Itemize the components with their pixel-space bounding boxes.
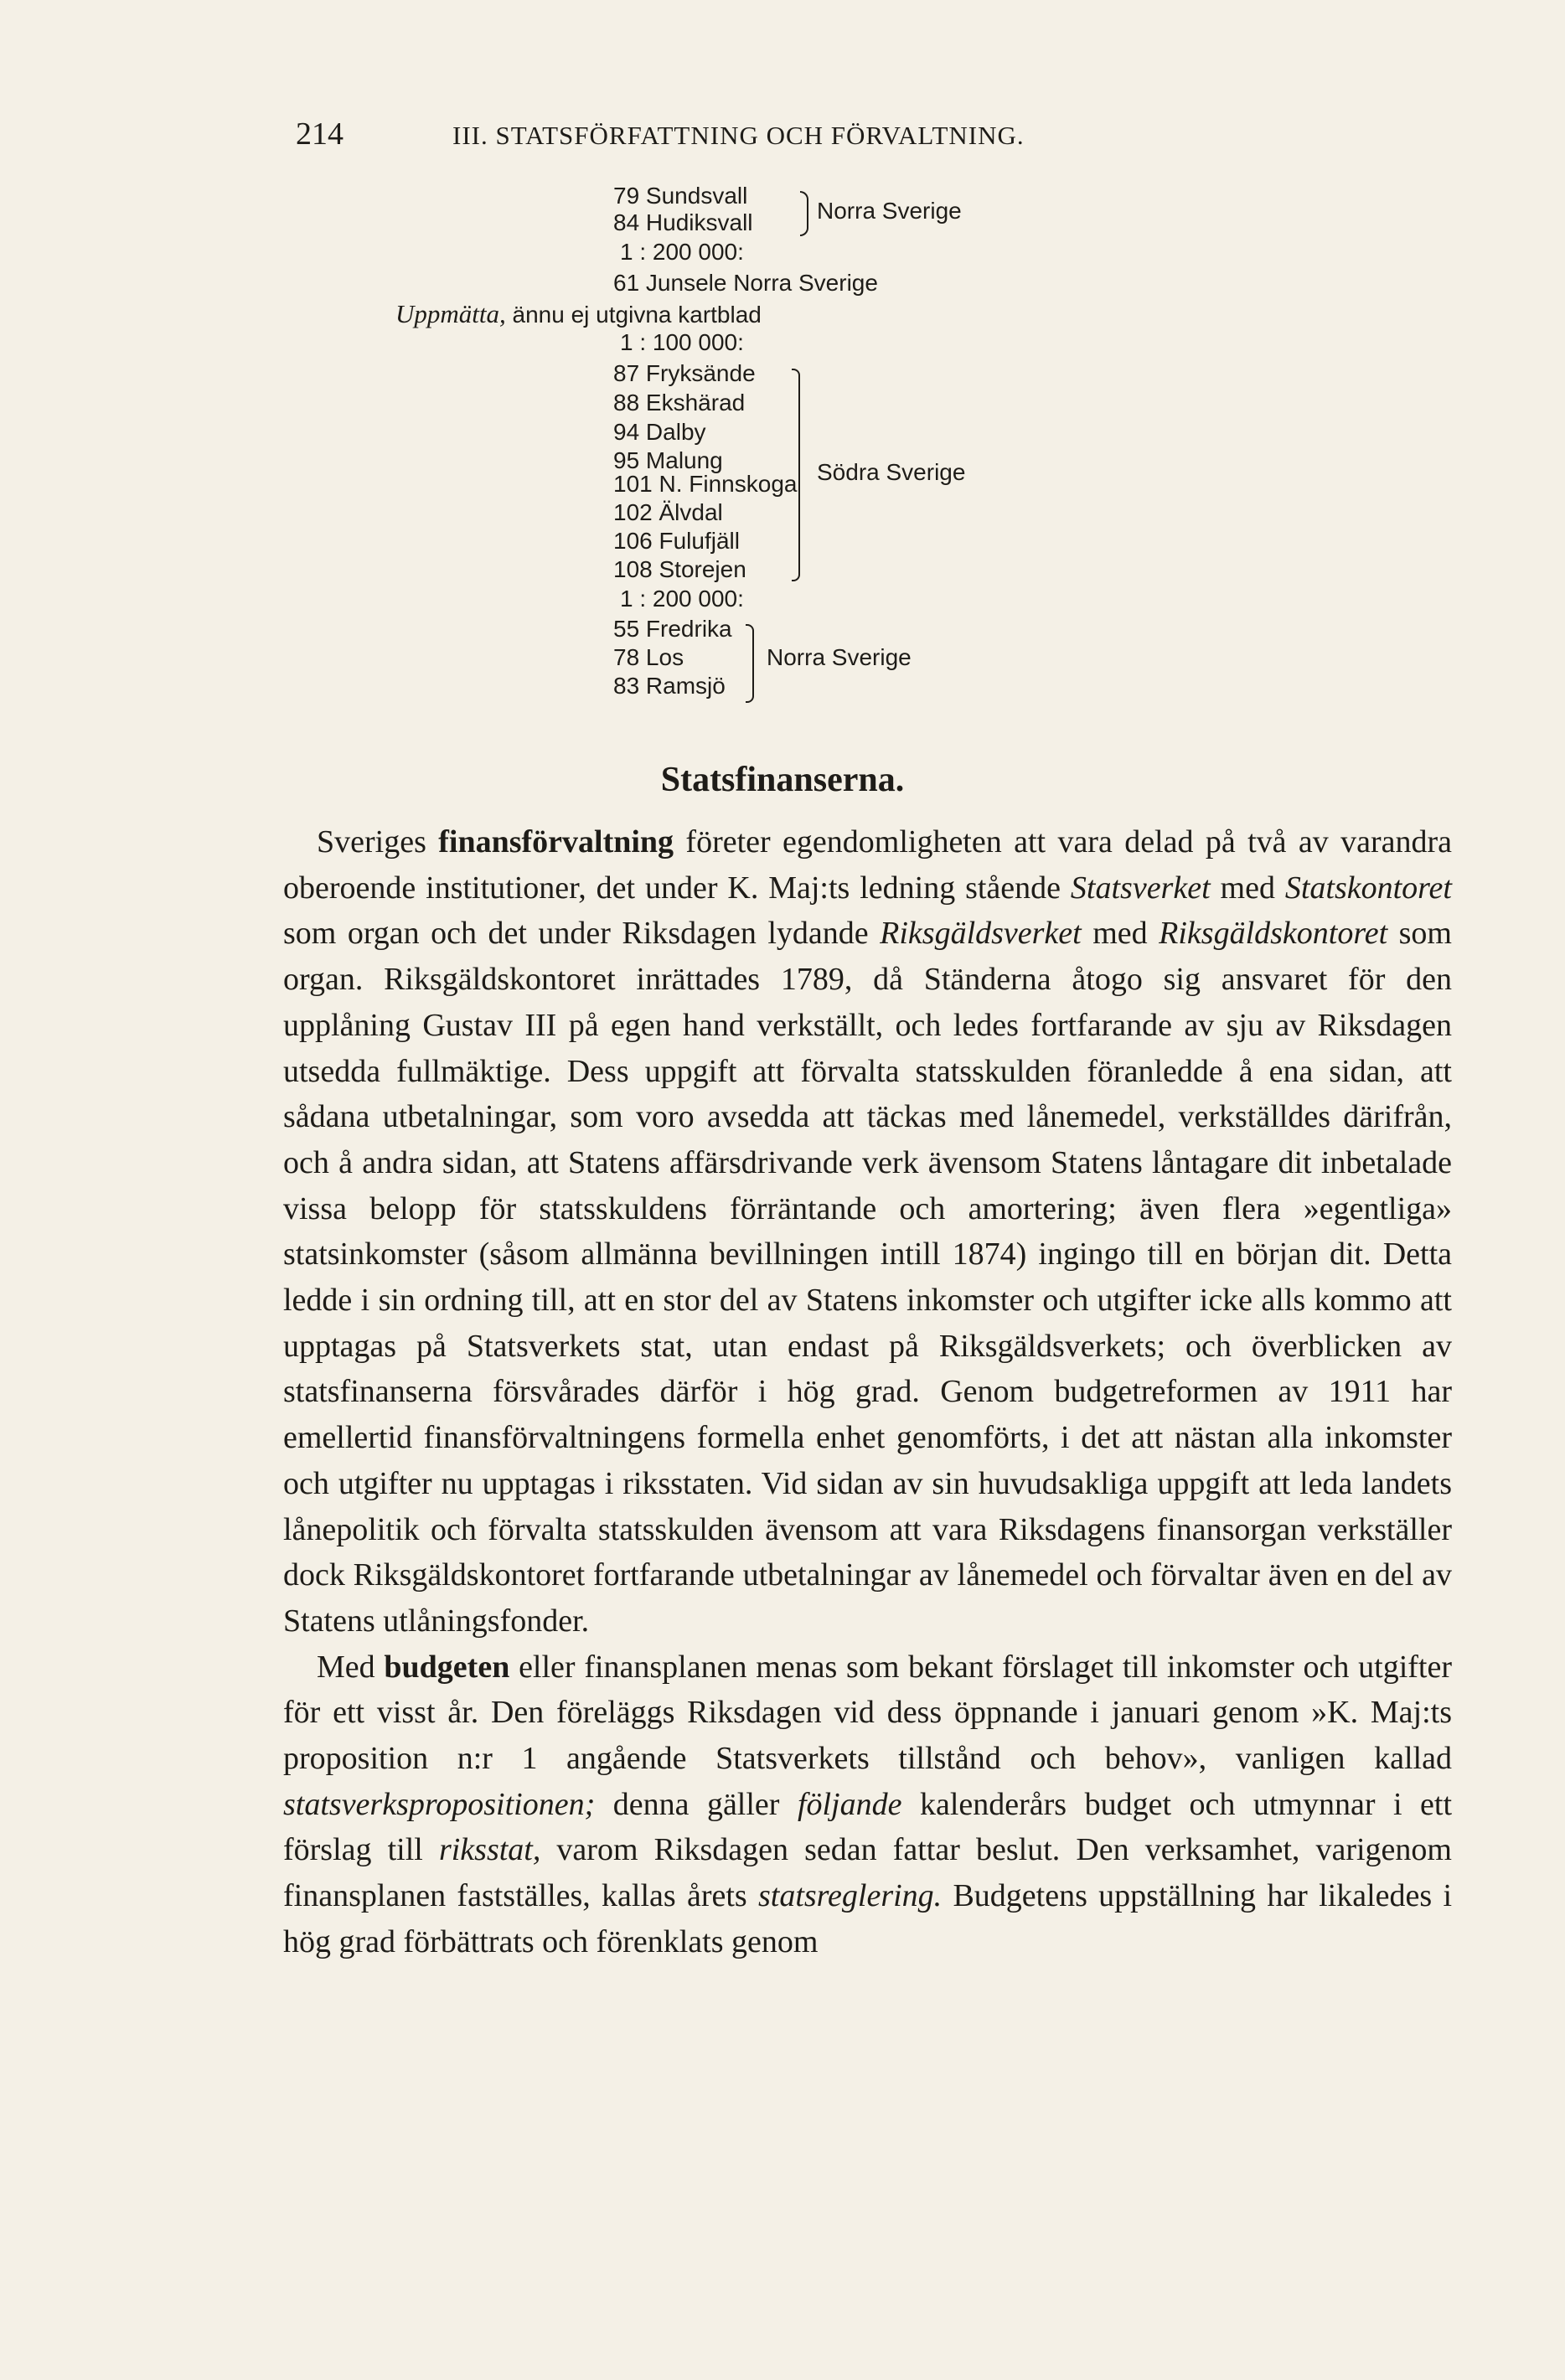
italic-term: Riksgäldsverket <box>880 916 1082 952</box>
text-run: med <box>1081 916 1160 952</box>
italic-term: statsverkspropositionen; <box>283 1786 596 1822</box>
text-run: med <box>1210 870 1285 906</box>
italic-term: Statskontoret <box>1284 870 1452 906</box>
italic-term: följande <box>797 1786 902 1822</box>
italic-term: Riksgäldskontoret <box>1159 916 1388 952</box>
text-run: kalenderårs budget och utmynnar i ett förslag till <box>283 1786 1452 1868</box>
page-number: 214 <box>296 116 343 152</box>
uppmatta-rest: ännu ej utgivna kartblad <box>512 302 762 328</box>
map-item: 87 Fryksände <box>613 360 756 386</box>
uppmatta-label: Uppmätta, <box>395 299 506 328</box>
paragraph-finansforvaltning <box>283 819 1452 1644</box>
italic-term: riksstat, <box>438 1832 541 1868</box>
text-run: Budgetens uppställning har likaledes i hög grad förbättrats och förenklats genom <box>283 1878 1452 1959</box>
bold-term: budgeten <box>384 1649 510 1685</box>
scale-label: 1 : 200 000: <box>620 239 744 265</box>
italic-term: statsreglering. <box>757 1878 943 1914</box>
body-text <box>283 819 1452 1965</box>
map-item: 108 Storejen <box>613 556 746 582</box>
brace <box>792 369 800 581</box>
brace <box>746 624 754 703</box>
uppmatta-line <box>395 299 762 329</box>
text-run: varom Riksdagen sedan fattar beslut. Den verksamhet, varigenom finansplanen fastställes, kallas årets <box>283 1832 1452 1914</box>
scale-label: 1 : 100 000: <box>620 329 744 355</box>
map-item: 88 Ekshärad <box>613 390 746 416</box>
map-item: 83 Ramsjö <box>613 673 726 699</box>
map-item: 61 Junsele Norra Sverige <box>613 270 878 296</box>
map-item: 101 N. Finnskoga <box>613 471 798 497</box>
running-title: III. STATSFÖRFATTNING OCH FÖRVALTNING. <box>452 121 1025 150</box>
text-run: Sveriges <box>317 824 439 860</box>
section-heading: Statsfinanserna. <box>660 761 905 799</box>
text-run: denna gäller <box>595 1786 798 1822</box>
map-item: 106 Fulufjäll <box>613 528 740 554</box>
italic-term: Statsverket <box>1070 870 1211 906</box>
bold-term: finansförvaltning <box>438 824 674 860</box>
map-item: 79 Sundsvall <box>613 183 748 209</box>
region-label: Norra Sverige <box>817 198 962 224</box>
text-run: företer egendomligheten att vara delad på två av varandra oberoende institutioner, det under K. Maj:ts ledning stående <box>283 824 1452 906</box>
map-item: 78 Los <box>613 644 684 670</box>
text-run: eller finansplanen menas som bekant förslaget till inkomster och utgifter för ett visst år. Den föreläggs Riksdagen vid dess öppnande i januari genom »K. Maj:ts proposition n:r 1 angående Statsverkets tillstånd och behov», vanligen kallad <box>283 1649 1452 1777</box>
map-item: 102 Älvdal <box>613 499 723 525</box>
map-item: 95 Malung <box>613 447 723 473</box>
map-item: 94 Dalby <box>613 419 706 445</box>
paragraph-budgeten <box>283 1644 1452 1965</box>
brace <box>800 191 808 236</box>
text-run: Med <box>317 1649 385 1685</box>
text-run: som organ. Riksgäldskontoret inrättades 1789, då Ständerna åtogo sig ansvaret för den upplåning Gustav III på egen hand verkställt, och ledes fortfarande av sju av Riksdagen utsedda fullmäktige. Dess uppgift att förvalta statsskulden föranledde å ena sidan, att sådana utbetalningar, som voro avsedda att täckas med lånemedel, verkställdes därifrån, och å andra sidan, att Statens affärsdrivande verk ävensom Statens låntagare dit inbetalade vissa belopp för statsskuldens förräntande och amortering; även flera »egentliga» statsinkomster (såsom allmänna bevillningen intill 1874) ingingo till en början dit. Detta ledde i sin ordning till, att en stor del av Statens inkomster och utgifter icke alls kommo att upptagas på Statsverkets stat, utan endast på Riksgäldsverkets; och överblicken av statsfinanserna försvårades därför i hög grad. Genom budgetreformen av 1911 har emellertid finansförvaltningens formella enhet genomförts, i det att nästan alla inkomster och utgifter nu upptagas i riksstaten. Vid sidan av sin huvudsakliga uppgift att leda landets lånepolitik och förvalta statsskulden ävensom att vara Riksdagens finansorgan verkställer dock Riksgäldskontoret fortfarande utbetalningar av lånemedel och förvaltar även en del av Statens utlåningsfonder. <box>283 916 1452 1639</box>
map-item: 84 Hudiksvall <box>613 209 753 235</box>
scale-label: 1 : 200 000: <box>620 586 744 612</box>
region-label: Södra Sverige <box>817 459 966 485</box>
region-label: Norra Sverige <box>767 644 912 670</box>
map-item: 55 Fredrika <box>613 616 732 642</box>
text-run: som organ och det under Riksdagen lydande <box>283 916 881 952</box>
